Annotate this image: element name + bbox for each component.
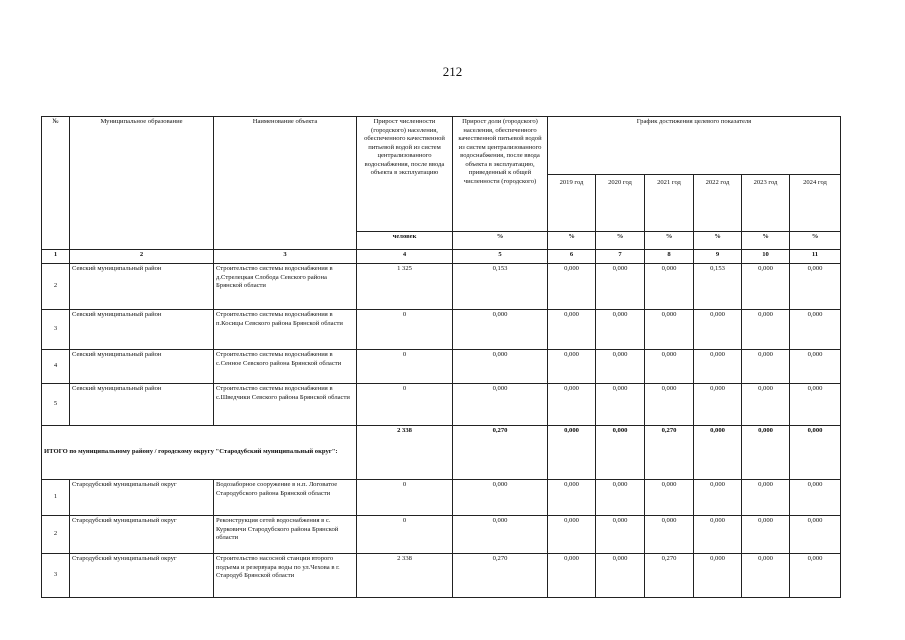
municipality-cell: Севский муниципальный район [70, 264, 214, 310]
year-value-cell: 0,000 [596, 310, 645, 350]
header-share-growth: Прирост доли (городского) населения, обеспеченного качественной питьевой водой из систем централизованного водоснабжения, после ввода объекта в эксплуатацию, приведенный к общей численности (городского) [453, 117, 548, 232]
table-row [42, 384, 841, 426]
unit-percent: % [453, 232, 548, 250]
table-row [42, 350, 841, 384]
total-people: 2 338 [357, 426, 453, 480]
row-index: 2 [42, 264, 70, 310]
total-year-value: 0,000 [596, 426, 645, 480]
year-value-cell: 0,000 [548, 516, 596, 554]
year-value-cell: 0,000 [694, 310, 742, 350]
people-cell: 2 338 [357, 554, 453, 598]
year-value-cell: 0,000 [645, 350, 694, 384]
header-year: 2023 год [742, 175, 790, 232]
column-number: 2 [70, 250, 214, 264]
year-value-cell: 0,000 [645, 480, 694, 516]
year-value-cell: 0,000 [694, 516, 742, 554]
unit-percent: % [694, 232, 742, 250]
share-cell: 0,000 [453, 480, 548, 516]
header-object: Наименование объекта [214, 117, 357, 250]
year-value-cell: 0,000 [742, 554, 790, 598]
year-value-cell: 0,000 [596, 554, 645, 598]
people-cell: 0 [357, 384, 453, 426]
table-row [42, 516, 841, 554]
year-value-cell: 0,000 [742, 264, 790, 310]
people-cell: 0 [357, 516, 453, 554]
column-number: 10 [742, 250, 790, 264]
year-value-cell: 0,000 [596, 264, 645, 310]
object-cell: Строительство насосной станции второго подъема и резервуара воды по ул.Чехова в г. Стародуб Брянской области [214, 554, 357, 598]
year-value-cell: 0,000 [742, 384, 790, 426]
header-year: 2022 год [694, 175, 742, 232]
column-number: 5 [453, 250, 548, 264]
column-number: 3 [214, 250, 357, 264]
year-value-cell: 0,000 [694, 384, 742, 426]
year-value-cell: 0,000 [596, 480, 645, 516]
year-value-cell: 0,000 [742, 350, 790, 384]
municipality-cell: Севский муниципальный район [70, 384, 214, 426]
header-year: 2019 год [548, 175, 596, 232]
year-value-cell: 0,000 [548, 264, 596, 310]
column-number: 8 [645, 250, 694, 264]
total-label: ИТОГО по муниципальному району / городскому округу "Стародубский муниципальный округ": [42, 426, 357, 480]
people-cell: 0 [357, 350, 453, 384]
total-year-value: 0,000 [548, 426, 596, 480]
row-index: 4 [42, 350, 70, 384]
year-value-cell: 0,000 [790, 554, 841, 598]
header-num: № [42, 117, 70, 250]
table-row [42, 310, 841, 350]
header-year: 2021 год [645, 175, 694, 232]
object-cell: Строительство системы водоснабжения в п.Косицы Севского района Брянской области [214, 310, 357, 350]
year-value-cell: 0,000 [694, 350, 742, 384]
row-index: 5 [42, 384, 70, 426]
year-value-cell: 0,000 [790, 310, 841, 350]
year-value-cell: 0,270 [645, 554, 694, 598]
share-cell: 0,000 [453, 516, 548, 554]
share-cell: 0,000 [453, 310, 548, 350]
year-value-cell: 0,000 [645, 516, 694, 554]
table-row [42, 554, 841, 598]
year-value-cell: 0,000 [790, 480, 841, 516]
year-value-cell: 0,000 [694, 554, 742, 598]
share-cell: 0,000 [453, 384, 548, 426]
object-cell: Строительство системы водоснабжения в с.Шведчики Севского района Брянской области [214, 384, 357, 426]
year-value-cell: 0,000 [548, 310, 596, 350]
row-index: 3 [42, 554, 70, 598]
object-cell: Водозаборное сооружение в н.п. Логоватое Стародубского района Брянской области [214, 480, 357, 516]
header-year: 2020 год [596, 175, 645, 232]
year-value-cell: 0,000 [742, 310, 790, 350]
people-cell: 1 325 [357, 264, 453, 310]
total-row [42, 426, 841, 480]
year-value-cell: 0,153 [694, 264, 742, 310]
year-value-cell: 0,000 [790, 264, 841, 310]
header-schedule: График достижения целевого показателя [548, 117, 841, 175]
table-row [42, 264, 841, 310]
total-year-value: 0,270 [645, 426, 694, 480]
municipality-cell: Стародубский муниципальный округ [70, 516, 214, 554]
object-cell: Строительство системы водоснабжения в д.Стрелецкая Слобода Севского района Брянской области [214, 264, 357, 310]
column-number: 7 [596, 250, 645, 264]
year-value-cell: 0,000 [694, 480, 742, 516]
year-value-cell: 0,000 [790, 384, 841, 426]
unit-people: человек [357, 232, 453, 250]
year-value-cell: 0,000 [742, 516, 790, 554]
object-cell: Строительство системы водоснабжения в с.Сенное Севского района Брянской области [214, 350, 357, 384]
row-index: 2 [42, 516, 70, 554]
municipality-cell: Севский муниципальный район [70, 310, 214, 350]
municipality-cell: Стародубский муниципальный округ [70, 480, 214, 516]
column-number: 9 [694, 250, 742, 264]
municipality-cell: Севский муниципальный район [70, 350, 214, 384]
total-year-value: 0,000 [790, 426, 841, 480]
page-number: 212 [442, 64, 463, 79]
unit-percent: % [742, 232, 790, 250]
column-number: 1 [42, 250, 70, 264]
year-value-cell: 0,000 [596, 384, 645, 426]
year-value-cell: 0,000 [548, 480, 596, 516]
total-year-value: 0,000 [694, 426, 742, 480]
row-index: 3 [42, 310, 70, 350]
year-value-cell: 0,000 [596, 350, 645, 384]
unit-percent: % [645, 232, 694, 250]
year-value-cell: 0,000 [645, 384, 694, 426]
year-value-cell: 0,000 [548, 350, 596, 384]
people-cell: 0 [357, 310, 453, 350]
row-index: 1 [42, 480, 70, 516]
year-value-cell: 0,000 [548, 384, 596, 426]
year-value-cell: 0,000 [790, 350, 841, 384]
table-row [42, 480, 841, 516]
year-value-cell: 0,000 [596, 516, 645, 554]
total-share: 0,270 [453, 426, 548, 480]
share-cell: 0,000 [453, 350, 548, 384]
header-population-growth: Прирост численности (городского) населения, обеспеченного качественной питьевой водой из систем централизованного водоснабжения, после ввода объекта в эксплуатацию [357, 117, 453, 232]
year-value-cell: 0,000 [645, 310, 694, 350]
unit-percent: % [790, 232, 841, 250]
column-number: 4 [357, 250, 453, 264]
share-cell: 0,153 [453, 264, 548, 310]
year-value-cell: 0,000 [790, 516, 841, 554]
column-number: 11 [790, 250, 841, 264]
target-indicator-table [41, 116, 841, 598]
people-cell: 0 [357, 480, 453, 516]
share-cell: 0,270 [453, 554, 548, 598]
total-year-value: 0,000 [742, 426, 790, 480]
unit-percent: % [596, 232, 645, 250]
object-cell: Реконструкция сетей водоснабжения в с. Курковичи Стародубского района Брянской области [214, 516, 357, 554]
year-value-cell: 0,000 [742, 480, 790, 516]
year-value-cell: 0,000 [548, 554, 596, 598]
municipality-cell: Стародубский муниципальный округ [70, 554, 214, 598]
unit-percent: % [548, 232, 596, 250]
header-municipality: Муниципальное образование [70, 117, 214, 250]
header-year: 2024 год [790, 175, 841, 232]
year-value-cell: 0,000 [645, 264, 694, 310]
column-number: 6 [548, 250, 596, 264]
